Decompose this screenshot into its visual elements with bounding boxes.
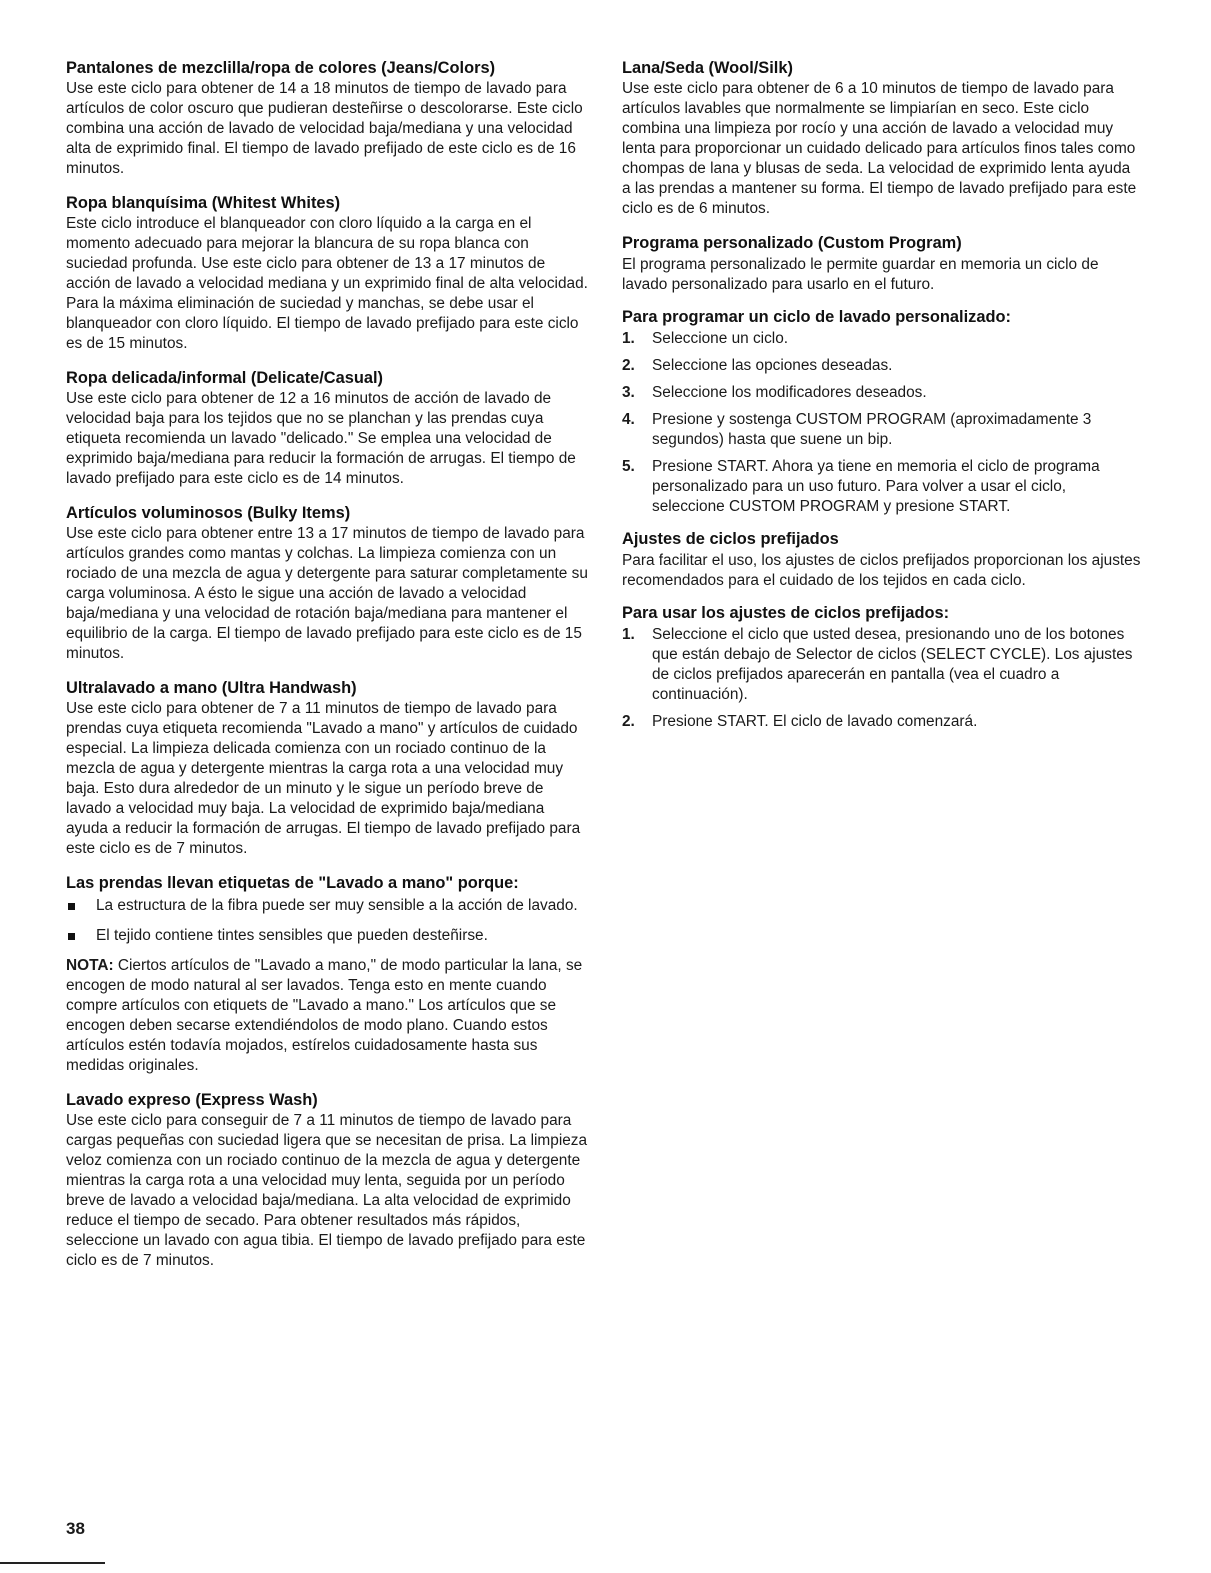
square-bullet-icon <box>68 903 75 910</box>
left-column <box>66 58 588 1285</box>
list-item: El tejido contiene tintes sensibles que pueden desteñirse. <box>66 926 588 946</box>
list-item: 4. Presione y sostenga CUSTOM PROGRAM (aproximadamente 3 segundos) hasta que suene un bip. <box>622 411 1092 448</box>
section-body: Use este ciclo para obtener de 14 a 18 minutos de tiempo de lavado para artículos de color oscuro que pudieran desteñirse o descolorarse. Este ciclo combina una acción de lavado de velocidad baja/mediana y una velocidad alta de exprimido final. El tiempo de lavado prefijado de este ciclo es de 16 minutos. <box>66 80 583 177</box>
custom-program-body: El programa personalizado le permite guardar en memoria un ciclo de lavado personalizado para usarlo en el futuro. <box>622 256 1099 293</box>
section-title: Las prendas llevan etiquetas de "Lavado a mano" porque: <box>66 874 519 892</box>
custom-steps-list <box>622 329 1142 517</box>
section-title: Ropa delicada/informal (Delicate/Casual) <box>66 369 383 387</box>
list-item: 5. Presione START. Ahora ya tiene en memoria el ciclo de programa personalizado para un uso futuro. Para volver a usar el ciclo, seleccione CUSTOM PROGRAM y presione START. <box>622 458 1100 515</box>
section-title: Artículos voluminosos (Bulky Items) <box>66 504 351 522</box>
list-item: 2. Presione START. El ciclo de lavado comenzará. <box>622 713 978 730</box>
section-wool-silk <box>622 58 1142 219</box>
section-title-preset-settings: Ajustes de ciclos prefijados <box>622 530 839 548</box>
section-title-custom-program: Programa personalizado (Custom Program) <box>622 234 962 252</box>
section-delicate-casual <box>66 368 588 489</box>
section-title: Ultralavado a mano (Ultra Handwash) <box>66 679 357 697</box>
note-text: Ciertos artículos de "Lavado a mano," de modo particular la lana, se encogen de modo natural al ser lavados. Tenga esto en mente cuando compre artículos con etiquets de "Lavado a mano." Los artículos que se encogen deben secarse extendiéndolos de modo plano. Cuando estos artículos estén todavía mojados, estírelos cuidadosamente hasta sus medidas originales. <box>66 957 583 1074</box>
list-item: La estructura de la fibra puede ser muy sensible a la acción de lavado. <box>66 896 588 916</box>
section-title: Ropa blanquísima (Whitest Whites) <box>66 194 341 212</box>
preset-steps-list <box>622 625 1142 732</box>
section-body: Use este ciclo para obtener de 6 a 10 minutos de tiempo de lavado para artículos lavables que normalmente se limpiarían en seco. Este ciclo combina una limpieza por rocío y una acción de lavado a velocidad muy lenta para proporcionar un cuidado delicado para artículos finos tales como chompas de lana y blusas de seda. La velocidad de exprimido lenta ayuda a las prendas a mantener su forma. El tiempo de lavado prefijado para este ciclo es de 6 minutos. <box>622 80 1137 217</box>
section-body: Este ciclo introduce el blanqueador con cloro líquido a la carga en el momento adecuado para mejorar la blancura de su ropa blanca con suciedad profunda. Use este ciclo para obtener de 13 a 17 minutos de acción de lavado a velocidad mediana y un exprimido final de alta velocidad. Para la máxima eliminación de suciedad y manchas, se debe usar el blanqueador con cloro líquido. El tiempo de lavado prefijado para este ciclo es de 15 minutos. <box>66 215 588 352</box>
note-label: NOTA: <box>66 957 114 974</box>
section-body: Use este ciclo para obtener de 12 a 16 minutos de acción de lavado de velocidad baja para los tejidos que no se planchan y las prendas cuya etiqueta recomienda un lavado "delicado." Se emplea una velocidad de exprimido baja/mediana para reducir la formación de arrugas. El tiempo de lavado prefijado para este ciclo es de 14 minutos. <box>66 390 576 487</box>
section-express-wash <box>66 1090 588 1271</box>
custom-steps-title: Para programar un ciclo de lavado personalizado: <box>622 308 1011 326</box>
list-item: 1. Seleccione el ciclo que usted desea, presionando uno de los botones que están debajo de Selector de ciclos (SELECT CYCLE). Los ajustes de ciclos prefijados aparecerán en pantalla (vea el cuadro a continuación). <box>622 626 1133 703</box>
section-title: Lavado expreso (Express Wash) <box>66 1091 318 1109</box>
section-body: Use este ciclo para obtener entre 13 a 17 minutos de tiempo de lavado para artículos grandes como mantas y colchas. La limpieza comienza con un rociado de una mezcla de agua y detergente para saturar completamente su carga voluminosa. A ésto le sigue una acción de lavado a velocidad baja/mediana y una velocidad de rotación baja/mediana para mantener el equilibrio de la carga. El tiempo de lavado prefijado para este ciclo es de 15 minutos. <box>66 525 588 662</box>
page-number: 38 <box>66 1519 85 1538</box>
section-body: Use este ciclo para obtener de 7 a 11 minutos de tiempo de lavado para prendas cuya etiqueta recomienda "Lavado a mano" y artículos de cuidado especial. La limpieza delicada comienza con un rociado continuo de la mezcla de agua y detergente mientras la carga rota a una velocidad muy baja. Esto dura alrededor de un minuto y le sigue un período breve de lavado a velocidad muy baja. La velocidad de exprimido baja/mediana ayuda a reducir la formación de arrugas. El tiempo de lavado prefijado para este ciclo es de 7 minutos. <box>66 700 581 857</box>
list-item: 2. Seleccione las opciones deseadas. <box>622 357 893 374</box>
list-item: 3. Seleccione los modificadores deseados. <box>622 384 927 401</box>
section-body: Use este ciclo para conseguir de 7 a 11 minutos de tiempo de lavado para cargas pequeñas con suciedad ligera que se necesitan de prisa. La limpieza veloz comienza con un rociado continuo de la mezcla de agua y detergente mientras la carga rota a una velocidad muy lenta, seguida por un período breve de lavado a velocidad baja/mediana. La alta velocidad de exprimido reduce el tiempo de secado. Para obtener resultados más rápidos, seleccione un lavado con agua tibia. El tiempo de lavado prefijado para este ciclo es de 7 minutos. <box>66 1112 588 1269</box>
note-paragraph <box>66 956 588 1076</box>
section-bulky-items <box>66 503 588 664</box>
section-handwash-labels <box>66 873 588 1076</box>
section-jeans-colors <box>66 58 588 179</box>
right-column <box>622 58 1142 744</box>
preset-steps-title: Para usar los ajustes de ciclos prefijados: <box>622 604 950 622</box>
preset-settings-body: Para facilitar el uso, los ajustes de ciclos prefijados proporcionan los ajustes recomendados para el cuidado de los tejidos en cada ciclo. <box>622 552 1141 589</box>
section-ultra-handwash <box>66 678 588 859</box>
section-title: Pantalones de mezclilla/ropa de colores (Jeans/Colors) <box>66 59 496 77</box>
footer-rule <box>0 1562 105 1564</box>
handwash-bullet-list <box>66 896 588 946</box>
section-title: Lana/Seda (Wool/Silk) <box>622 59 793 77</box>
list-item: 1. Seleccione un ciclo. <box>622 330 789 347</box>
square-bullet-icon <box>68 933 75 940</box>
section-whitest-whites <box>66 193 588 354</box>
